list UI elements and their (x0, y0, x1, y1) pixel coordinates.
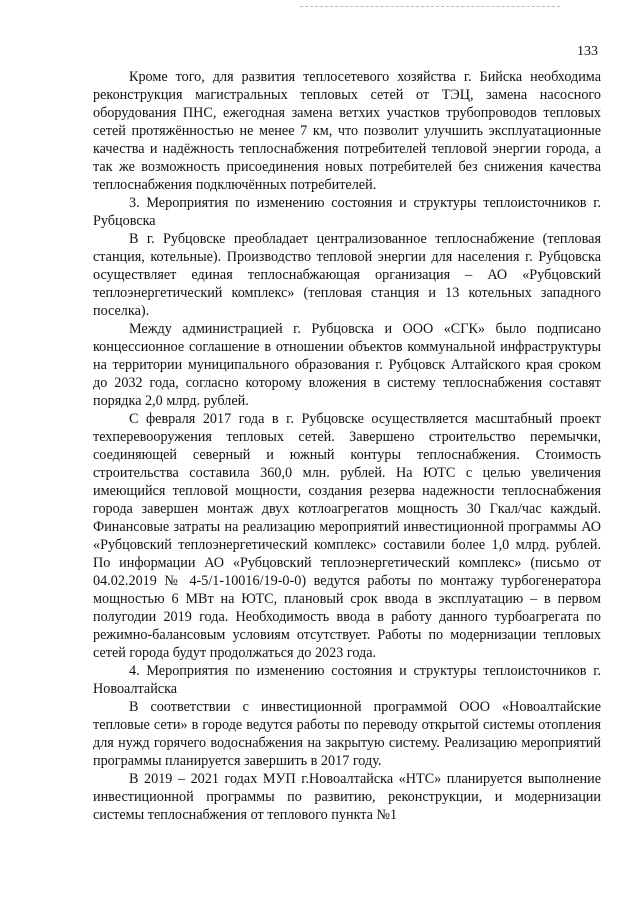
document-body (93, 68, 601, 824)
paragraph-rubtsovsk-concession: Между администрацией г. Рубцовска и ООО «СГК» было подписано концессионное соглашение в отношении объектов коммунальной инфраструктуры на территории муниципального образования г. Рубцовск Алтайского края сроком до 2032 года, согласно которому вложения в систему теплоснабжения составят порядка 2,0 млрд. рублей. (93, 321, 601, 409)
page-number: 133 (577, 44, 598, 59)
section-heading-novoaltaysk: 4. Мероприятия по изменению состояния и структуры теплоисточников г. Новоалтайска (93, 663, 601, 697)
scan-artifact-line (300, 6, 560, 9)
section-heading-rubtsovsk: 3. Мероприятия по изменению состояния и структуры теплоисточников г. Рубцовска (93, 195, 601, 229)
paragraph-novoaltaysk-investment-program: В соответствии с инвестиционной программой ООО «Новоалтайские тепловые сети» в городе ведутся работы по переводу открытой системы отопления для нужд горячего водоснабжения на закрытую систему. Реализацию мероприятий программы планируется завершить в 2017 году. (93, 699, 601, 769)
paragraph-rubtsovsk-centralized-heating: В г. Рубцовске преобладает централизованное теплоснабжение (тепловая станция, котельные). Производство тепловой энергии для населения г. Рубцовска осуществляет единая теплоснабжающая организация – АО «Рубцовский теплоэнергетический комплекс» (тепловая станция и 13 котельных западного поселка). (93, 231, 601, 319)
paragraph-biysk-heating-network: Кроме того, для развития теплосетевого хозяйства г. Бийска необходима реконструкция магистральных тепловых сетей от ТЭЦ, замена насосного оборудования ПНС, ежегодная замена ветхих участков трубопроводов тепловых сетей протяжённостью не менее 7 км, что позволит улучшить эксплуатационные качества и надёжность теплоснабжения потребителей тепловой энергии города, а так же возможность присоединения новых потребителей без снижения качества теплоснабжения подключённых потребителей. (93, 69, 601, 193)
paragraph-novoaltaysk-2019-2021: В 2019 – 2021 годах МУП г.Новоалтайска «НТС» планируется выполнение инвестиционной программы по развитию, реконструкции, и модернизации системы теплоснабжения от теплового пункта №1 (93, 771, 601, 823)
paragraph-rubtsovsk-modernization: С февраля 2017 года в г. Рубцовске осуществляется масштабный проект техперевооружения тепловых сетей. Завершено строительство перемычки, соединяющей северный и южный контуры теплоснабжения. Стоимость строительства составила 360,0 млн. рублей. На ЮТС с целью увеличения имеющийся тепловой мощности, создания резерва надежности теплоснабжения города завершен монтаж двух котлоагрегатов мощность 30 Гкал/час каждый. Финансовые затраты на реализацию мероприятий инвестиционной программы АО «Рубцовский теплоэнергетический комплекс» составили более 1,0 млрд. рублей. По информации АО «Рубцовский теплоэнергетический комплекс» (письмо от 04.02.2019 № 4-5/1-10016/19-0-0) ведутся работы по монтажу турбогенератора мощностью 6 МВт на ЮТС, плановый срок ввода в эксплуатацию – в первом полугодии 2019 года. Необходимость ввода в работу данного турбоагрегата по режимно-балансовым условиям отсутствует. Работы по модернизации тепловых сетей города будут продолжаться до 2023 года. (93, 411, 601, 661)
